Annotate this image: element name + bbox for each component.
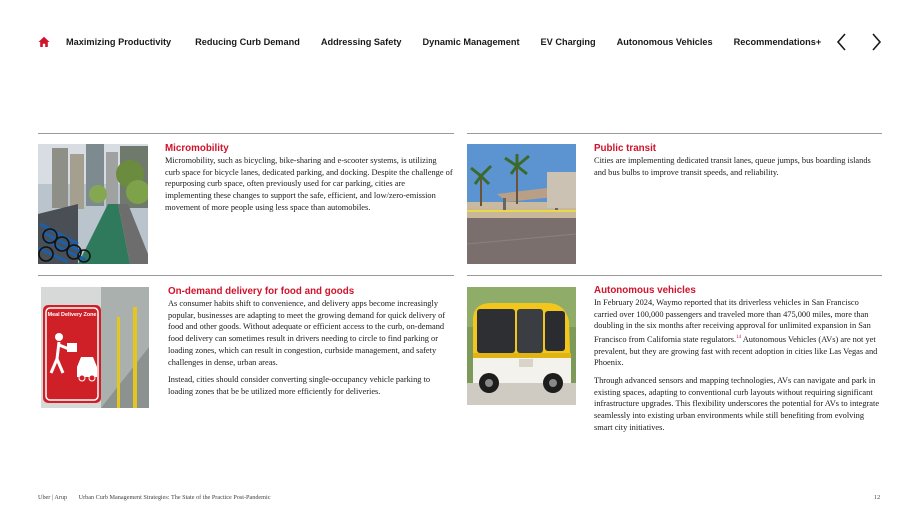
delivery-text bbox=[168, 298, 456, 404]
autonomous-paragraph-1 bbox=[594, 297, 884, 369]
home-icon[interactable] bbox=[38, 36, 50, 48]
autonomous-vehicles-text bbox=[594, 297, 884, 440]
section-divider bbox=[38, 133, 454, 134]
autonomous-paragraph-1-continued: Autonomous Vehicles (AVs) are not yet prevalent, but they are growing fast with recent adoption in cities like Las Vegas and Phoenix. bbox=[594, 334, 878, 368]
public-transit-text: Cities are implementing dedicated transit lanes, queue jumps, bus boarding islands and bus bulbs to improve transit speeds, and reliability. bbox=[594, 156, 871, 177]
footer-document-title: Urban Curb Management Strategies: The State of the Practice Post-Pandemic bbox=[78, 494, 271, 501]
top-navigation bbox=[0, 0, 920, 80]
previous-page-icon[interactable] bbox=[834, 33, 850, 51]
autonomous-vehicles-heading: Autonomous vehicles bbox=[594, 285, 696, 296]
nav-item-recommendations[interactable]: Recommendations+ bbox=[733, 37, 822, 47]
micromobility-photo bbox=[38, 144, 148, 264]
delivery-paragraph-1: As consumer habits shift to convenience, and delivery apps become increasingly popular, businesses are adapting to meet the growing demand for quick delivery of food and other goods. Without adequate or efficient access to the curb, on-demand food delivery can sometimes result in drivers needing to circle to find parking or loading zones, which can result in congestion, curbside management, and safety challenges in dense, urban areas. bbox=[168, 299, 446, 367]
delivery-paragraph-2: Instead, cities should consider converting single-occupancy vehicle parking to loading zones that be be utilized more efficiently for deliveries. bbox=[168, 375, 431, 396]
autonomous-paragraph-2: Through advanced sensors and mapping technologies, AVs can navigate and park in existing spaces, adapting to conventional curb layouts without requiring significant infrastructure upgrades. This flexibility underscores the potential for AVs to integrate seamlessly into existing urban environments while still benefiting from evolving smart city initiatives. bbox=[594, 376, 880, 432]
public-transit-heading: Public transit bbox=[594, 143, 657, 154]
nav-item-autonomous-vehicles[interactable]: Autonomous Vehicles bbox=[616, 37, 713, 47]
nav-item-addressing-safety[interactable]: Addressing Safety bbox=[320, 37, 402, 47]
autonomous-paragraph-1-text: In February 2024, Waymo reported that its driverless vehicles in San Francisco carried over 100,000 passengers and traveled more than 475,000 miles, more than doubling in the six months after receiving approval for unlimited expansion in San Francisco from California state regulators. bbox=[594, 298, 871, 344]
delivery-sign-text: Meal Delivery Zone bbox=[47, 312, 97, 318]
section-divider bbox=[467, 275, 882, 276]
nav-menu bbox=[66, 37, 821, 47]
autonomous-vehicle-photo bbox=[467, 287, 576, 405]
nav-item-reducing-curb-demand[interactable]: Reducing Curb Demand bbox=[195, 37, 300, 47]
section-divider bbox=[38, 275, 454, 276]
nav-item-ev-charging[interactable]: EV Charging bbox=[540, 37, 596, 47]
delivery-heading: On-demand delivery for food and goods bbox=[168, 286, 355, 297]
nav-item-maximizing-productivity[interactable]: Maximizing Productivity bbox=[66, 37, 172, 47]
nav-item-dynamic-management[interactable]: Dynamic Management bbox=[422, 37, 520, 47]
public-transit-photo bbox=[467, 144, 576, 264]
next-page-icon[interactable] bbox=[868, 33, 884, 51]
delivery-zone-photo bbox=[41, 287, 149, 408]
footer bbox=[38, 494, 280, 501]
page-number: 12 bbox=[874, 494, 881, 501]
section-divider bbox=[467, 133, 882, 134]
micromobility-text: Micromobility, such as bicycling, bike-sharing and e-scooter systems, is utilizing curb space for bicycle lanes, dedicated parking, and docking. Despite the challenge of repurposing curb space, often previously used for car parking, cities are implementing these changes to support the safe, efficient, and low/zero-emission movement of more people using less space than automobiles. bbox=[165, 156, 453, 212]
micromobility-heading: Micromobility bbox=[165, 143, 229, 154]
footnote-reference[interactable]: 14 bbox=[736, 335, 742, 341]
footer-brand: Uber | Arup bbox=[38, 494, 68, 501]
